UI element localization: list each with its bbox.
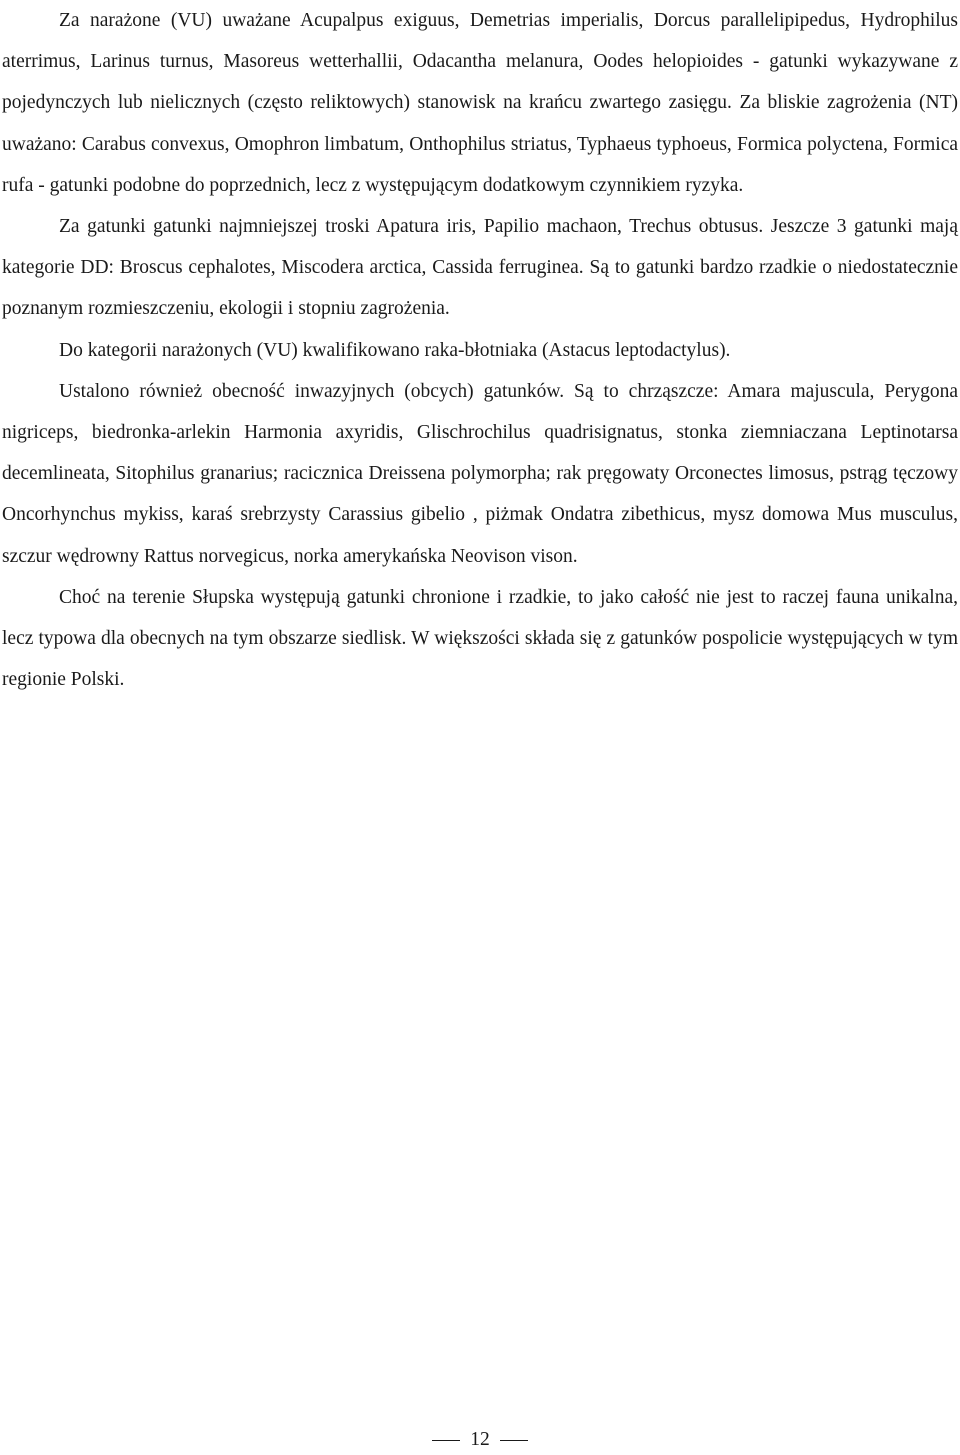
paragraph-least-concern-species: Za gatunki gatunki najmniejszej troski Apatura iris, Papilio machaon, Trechus obtusus. Jeszcze 3 gatunki mają kategorie DD: Broscus cephalotes, Miscodera arctica, Cassida ferruginea. Są to gatunki bardzo rzadkie o niedostatecznie poznanym rozmieszczeniu, ekologii i stopniu zagrożenia. [2, 216, 958, 320]
paragraph-invasive-species: Ustalono również obecność inwazyjnych (obcych) gatunków. Są to chrząszcze: Amara majuscula, Perygona nigriceps, biedronka-arlekin Harmonia axyridis, Glischrochilus quadrisignatus, stonka ziemniaczana Leptinotarsa decemlineata, Sitophilus granarius; racicznica Dreissena polymorpha; rak pręgowaty Orconectes limosus, pstrąg tęczowy Oncorhynchus mykiss, karaś srebrzysty Carassius gibelio , piżmak Ondatra zibethicus, mysz domowa Mus musculus, szczur wędrowny Rattus norvegicus, norka amerykańska Neovison vison. [2, 380, 958, 567]
footer-left-dash [432, 1440, 460, 1442]
document-page [2, 0, 958, 700]
paragraph-crayfish: Do kategorii narażonych (VU) kwalifikowano raka-błotniaka (Astacus leptodactylus). [59, 339, 731, 361]
page-number: 12 [470, 1429, 490, 1450]
paragraph-threatened-species: Za narażone (VU) uważane Acupalpus exiguus, Demetrias imperialis, Dorcus parallelipipedus, Hydrophilus aterrimus, Larinus turnus, Masoreus wetterhallii, Odacantha melanura, Oodes helopioides - gatunki wykazywane z pojedynczych lub nielicznych (często reliktowych) stanowisk na krańcu zwartego zasięgu. Za bliskie zagrożenia (NT) uważano: Carabus convexus, Omophron limbatum, Onthophilus striatus, Typhaeus typhoeus, Formica polyctena, Formica rufa - gatunki podobne do poprzednich, lecz z występującym dodatkowym czynnikiem ryzyka. [2, 10, 958, 196]
paragraph-summary: Choć na terenie Słupska występują gatunki chronione i rzadkie, to jako całość nie jest to raczej fauna unikalna, lecz typowa dla obecnych na tym obszarze siedlisk. W większości składa się z gatunków pospolicie występujących w tym regionie Polski. [2, 586, 958, 691]
footer-right-dash [500, 1440, 528, 1442]
